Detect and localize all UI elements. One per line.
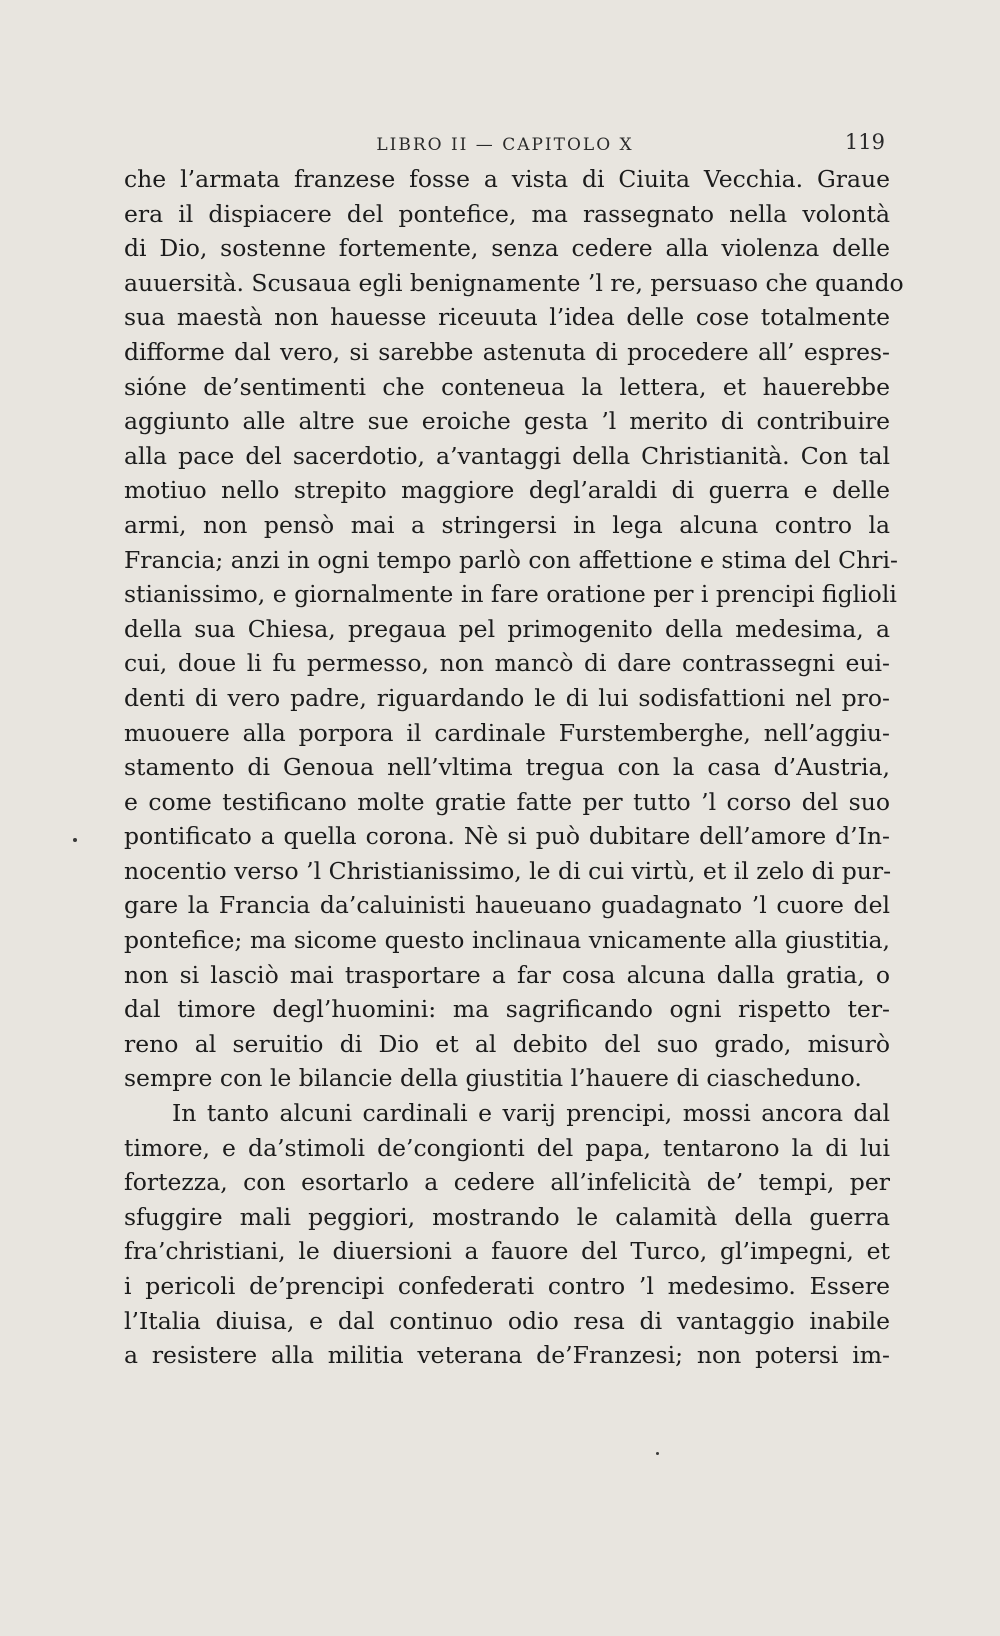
text-line: e come testificano molte gratie fatte per tutto ’l corso del suo	[124, 787, 890, 816]
text-line: sióne de’sentimenti che conteneua la lettera, et hauerebbe	[124, 372, 890, 401]
text-line: timore, e da’stimoli de’congionti del papa, tentarono la di lui	[124, 1133, 890, 1162]
text-line: aggiunto alle altre sue eroiche gesta ’l merito di contribuire	[124, 407, 890, 436]
text-line: armi, non pensò mai a stringersi in lega alcuna contro la	[124, 510, 890, 539]
text-line: muouere alla porpora il cardinale Furstemberghe, nell’aggiu-	[124, 718, 890, 747]
text-line: gare la Francia da’caluinisti haueuano guadagnato ’l cuore del	[124, 891, 890, 920]
text-line: stianissimo, e giornalmente in fare oratione per i prencipi figlioli	[124, 580, 897, 609]
text-line: che l’armata franzese fosse a vista di Ciuita Vecchia. Graue	[124, 165, 890, 193]
running-title: LIBRO II — CAPITOLO X	[376, 135, 634, 155]
text-line: sempre con le bilancie della giustitia l’hauere di ciascheduno.	[124, 1064, 862, 1093]
text-line: della sua Chiesa, pregaua pel primogenito della medesima, a	[124, 614, 890, 643]
text-line: fortezza, con esortarlo a cedere all’infelicità de’ tempi, per	[124, 1168, 890, 1197]
text-line: stamento di Genoua nell’vltima tregua con la casa d’Austria,	[124, 753, 890, 782]
text-line: era il dispiacere del pontefice, ma rassegnato nella volontà	[124, 199, 890, 228]
ink-speck	[656, 1452, 659, 1455]
text-line: fra’christiani, le diuersioni a fauore del Turco, gl’impegni, et	[124, 1237, 890, 1266]
body-text	[124, 162, 904, 1373]
page-number: 119	[844, 130, 885, 154]
text-line: auuersità. Scusaua egli benignamente ’l re, persuaso che quando	[124, 268, 904, 297]
text-line: Francia; anzi in ogni tempo parlò con affettione e stima del Chri-	[124, 545, 898, 574]
text-line: non si lasciò mai trasportare a far cosa alcuna dalla gratia, o	[124, 960, 890, 989]
text-line: sua maestà non hauesse riceuuta l’idea delle cose totalmente	[124, 303, 890, 332]
text-line: difforme dal vero, si sarebbe astenuta di procedere all’ espres-	[124, 337, 890, 366]
text-line: denti di vero padre, riguardando le di lui sodisfattioni nel pro-	[124, 683, 890, 712]
text-line: dal timore degl’huomini: ma sagrificando ogni rispetto ter-	[124, 995, 890, 1024]
text-line: sfuggire mali peggiori, mostrando le calamità della guerra	[124, 1202, 890, 1231]
text-line: a resistere alla militia veterana de’Franzesi; non potersi im-	[124, 1341, 890, 1370]
ink-speck	[73, 838, 77, 842]
text-line: i pericoli de’prencipi confederati contro ’l medesimo. Essere	[124, 1272, 890, 1300]
text-line: pontefice; ma sicome questo inclinaua vnicamente alla giustitia,	[124, 926, 890, 955]
text-line: cui, doue li fu permesso, non mancò di dare contrassegni eui-	[124, 649, 890, 678]
running-head	[125, 130, 885, 162]
text-line: alla pace del sacerdotio, a’vantaggi della Christianità. Con tal	[124, 441, 890, 470]
text-line: motiuo nello strepito maggiore degl’araldi di guerra e delle	[124, 476, 890, 505]
text-line: l’Italia diuisa, e dal continuo odio resa di vantaggio inabile	[124, 1306, 890, 1335]
text-line: nocentio verso ’l Christianissimo, le di cui virtù, et il zelo di pur-	[124, 856, 892, 885]
text-line: di Dio, sostenne fortemente, senza cedere alla violenza delle	[124, 234, 890, 263]
text-line: reno al seruitio di Dio et al debito del suo grado, misurò	[124, 1029, 890, 1058]
text-line: pontificato a quella corona. Nè si può dubitare dell’amore d’In-	[124, 822, 890, 851]
text-line: In tanto alcuni cardinali e varij prencipi, mossi ancora dal	[172, 1099, 890, 1128]
